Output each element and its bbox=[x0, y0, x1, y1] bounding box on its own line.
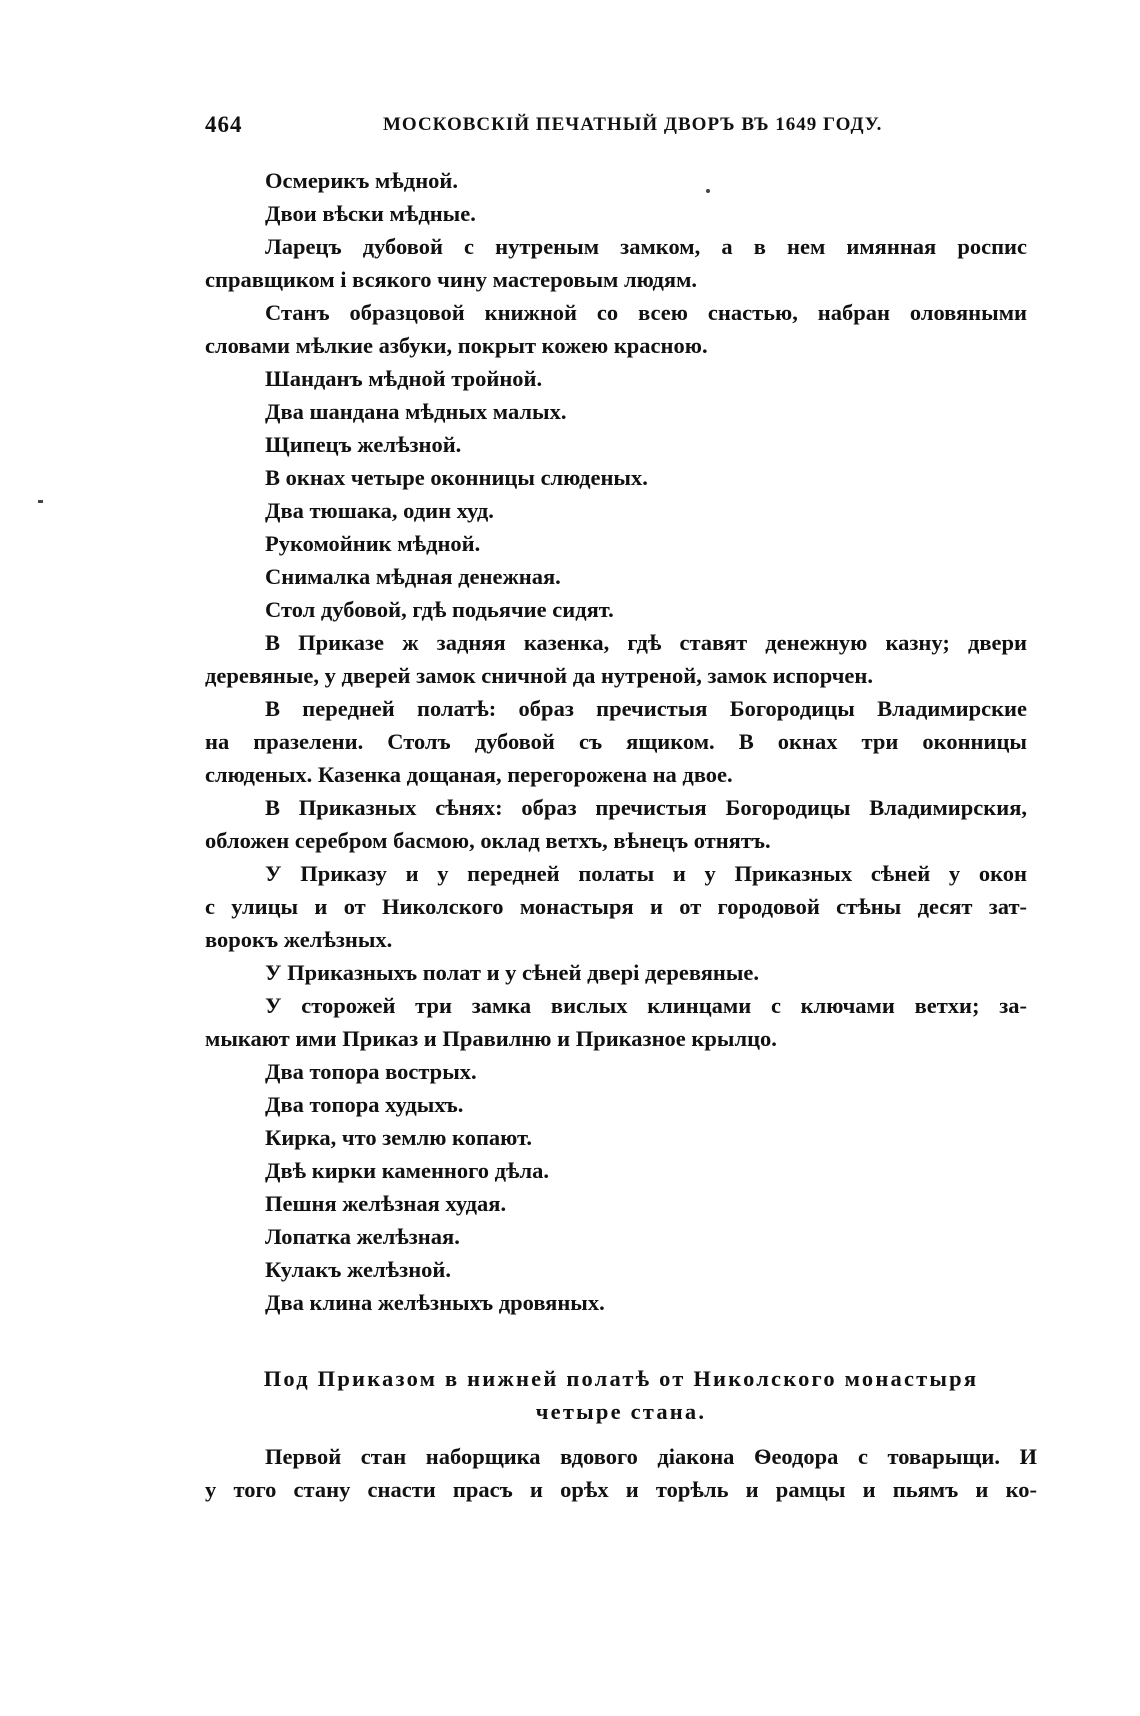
text-line: Два шандана мѣдных малых. bbox=[265, 399, 567, 424]
page-header bbox=[205, 112, 1025, 148]
section-paragraph bbox=[205, 1440, 1037, 1506]
text-line: Кирка, что землю копают. bbox=[265, 1125, 533, 1150]
section-heading-line: четыре стана. bbox=[535, 1399, 707, 1424]
text-line: у того стану снасти прасъ и орѣх и торѣль и рамцы и пьямъ и ко- bbox=[205, 1477, 1037, 1502]
text-line: Кулакъ желѣзной. bbox=[265, 1257, 451, 1282]
text-line: У Приказу и у передней полаты и у Приказных сѣней у окон bbox=[265, 861, 1027, 886]
running-title: МОСКОВСКІЙ ПЕЧАТНЫЙ ДВОРЪ ВЪ 1649 ГОДУ. bbox=[383, 114, 883, 135]
text-line: Двѣ кирки каменного дѣла. bbox=[265, 1158, 550, 1183]
page-number: 464 bbox=[205, 112, 243, 137]
text-line: Шанданъ мѣдной тройной. bbox=[265, 366, 543, 391]
scan-speck bbox=[38, 500, 43, 503]
text-line: справщиком і всякого чину мастеровым людям. bbox=[205, 267, 698, 292]
text-line: У сторожей три замка вислых клинцами с ключами ветхи; за- bbox=[265, 993, 1027, 1018]
text-line: Стол дубовой, гдѣ подьячие сидят. bbox=[265, 597, 614, 622]
text-line: В окнах четыре оконницы слюденых. bbox=[265, 465, 648, 490]
text-line: Пешня желѣзная худая. bbox=[265, 1191, 507, 1216]
text-line: Первой стан наборщика вдового дiакона Ѳеодора с товарыщи. И bbox=[265, 1444, 1037, 1469]
text-line: Осмерикъ мѣдной. bbox=[265, 168, 458, 193]
text-line: В Приказе ж задняя казенка, гдѣ ставят денежную казну; двери bbox=[265, 630, 1027, 655]
text-line: слюденых. Казенка дощаная, перегорожена на двое. bbox=[205, 762, 733, 787]
text-line: Два топора вострых. bbox=[265, 1059, 477, 1084]
text-line: словами мѣлкие азбуки, покрыт кожею красною. bbox=[205, 333, 708, 358]
text-line: Лопатка желѣзная. bbox=[265, 1224, 460, 1249]
text-line: Щипецъ желѣзной. bbox=[265, 432, 462, 457]
section-heading bbox=[205, 1362, 1037, 1428]
scan-speck bbox=[706, 189, 710, 193]
text-line: В передней полатѣ: образ пречистыя Богородицы Владимирские bbox=[265, 696, 1027, 721]
text-line: Два тюшака, один худ. bbox=[265, 498, 494, 523]
text-line: В Приказных сѣнях: образ пречистыя Богородицы Владимирския, bbox=[265, 795, 1027, 820]
text-line: Станъ образцовой книжной со всею снастью, набран оловяными bbox=[265, 300, 1027, 325]
text-line: с улицы и от Николского монастыря и от городовой стѣны десят зат- bbox=[205, 894, 1027, 919]
text-line: Снималка мѣдная денежная. bbox=[265, 564, 561, 589]
text-line: деревяные, у дверей замок сничной да нутреной, замок испорчен. bbox=[205, 663, 873, 688]
text-line: Два клина желѣзныхъ дровяных. bbox=[265, 1290, 605, 1315]
text-line: Двои вѣски мѣдные. bbox=[265, 201, 476, 226]
text-line: Ларецъ дубовой с нутреным замком, а в нем имянная роспис bbox=[265, 234, 1027, 259]
text-line: мыкают ими Приказ и Правилню и Приказное крылцо. bbox=[205, 1026, 777, 1051]
text-line: Рукомойник мѣдной. bbox=[265, 531, 481, 556]
section-heading-line: Под Приказом в нижней полатѣ от Николского монастыря bbox=[263, 1366, 979, 1391]
text-line: на празелени. Столъ дубовой съ ящиком. В окнах три оконницы bbox=[205, 729, 1027, 754]
text-line: Два топора худыхъ. bbox=[265, 1092, 464, 1117]
text-line: ворокъ желѣзных. bbox=[205, 927, 393, 952]
inventory-text bbox=[205, 164, 1027, 1319]
text-line: обложен серебром басмою, оклад ветхъ, вѣнецъ отнятъ. bbox=[205, 828, 771, 853]
text-line: У Приказныхъ полат и у сѣней дверi деревяные. bbox=[265, 960, 760, 985]
